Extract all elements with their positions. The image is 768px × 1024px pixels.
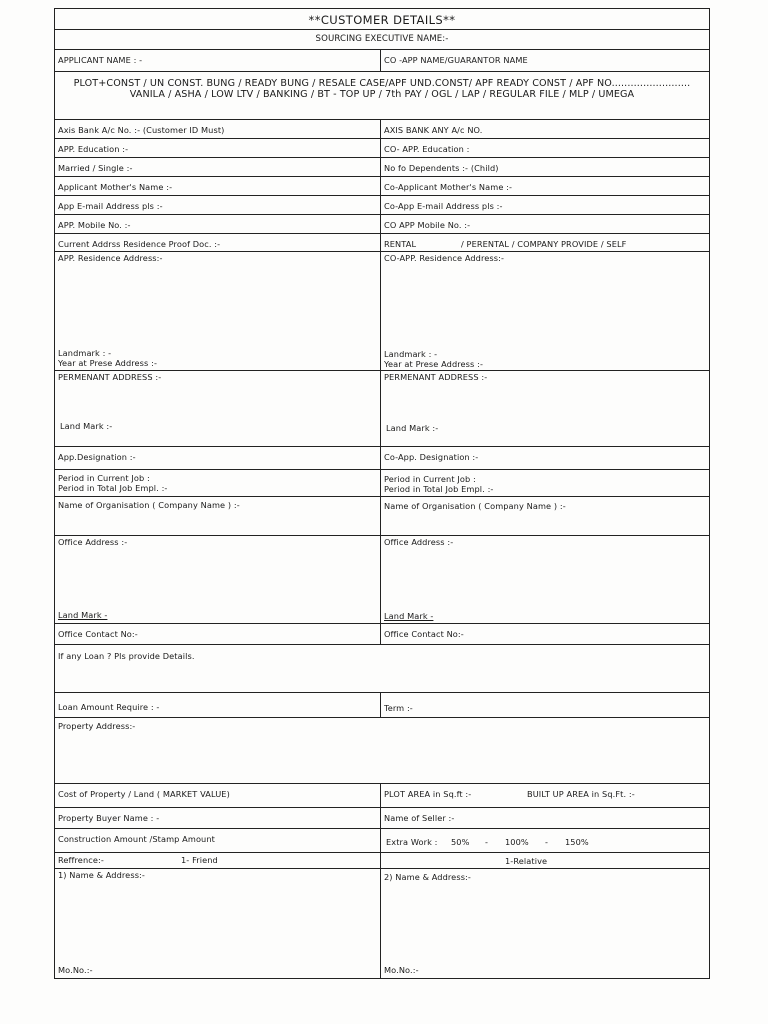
reference-label: Reffrence:- xyxy=(58,855,104,865)
residence-type-options[interactable]: / PERENTAL / COMPANY PROVIDE / SELF xyxy=(461,239,627,249)
reference-1-mobile-label[interactable]: Mo.No.:- xyxy=(58,965,93,975)
rental-option[interactable]: RENTAL xyxy=(384,239,417,249)
coapp-permanent-address-label: PERMENANT ADDRESS :- xyxy=(384,372,488,382)
coapp-email-field[interactable]: Co-App E-mail Address pls :- xyxy=(384,201,503,211)
app-total-job-period[interactable]: Period in Total Job Empl. :- xyxy=(58,483,168,493)
coapp-mother-name-field[interactable]: Co-Applicant Mother's Name :- xyxy=(384,182,513,192)
office-address-row xyxy=(55,536,709,624)
extra-work-dash-1: - xyxy=(485,837,489,847)
property-cost-row xyxy=(55,784,709,808)
permanent-address-row xyxy=(55,371,709,447)
coapp-permanent-address-field[interactable] xyxy=(381,371,709,446)
coapp-office-landmark-label[interactable]: Land Mark - xyxy=(384,611,434,621)
coapp-designation-field[interactable]: Co-App. Designation :- xyxy=(384,452,479,462)
coapp-years-at-address-label[interactable]: Year at Prese Address :- xyxy=(384,359,484,369)
app-office-address-field[interactable] xyxy=(55,536,381,623)
coapp-landmark-label[interactable]: Landmark : - xyxy=(384,349,438,359)
construction-amount-field[interactable]: Construction Amount /Stamp Amount xyxy=(55,829,381,852)
coapp-residence-address-field[interactable] xyxy=(381,252,709,370)
loan-types-row xyxy=(55,72,709,120)
buyer-seller-row xyxy=(55,808,709,829)
app-mobile-field[interactable]: APP. Mobile No. :- xyxy=(55,215,381,233)
property-cost-field[interactable]: Cost of Property / Land ( MARKET VALUE) xyxy=(55,784,381,807)
app-office-address-label: Office Address :- xyxy=(58,537,128,547)
form-title: **CUSTOMER DETAILS** xyxy=(308,13,456,27)
reference-details-row xyxy=(55,869,709,978)
term-field[interactable]: Term :- xyxy=(384,703,413,713)
built-up-area-label[interactable]: BUILT UP AREA in Sq.Ft. :- xyxy=(527,789,635,799)
app-office-contact-field[interactable]: Office Contact No:- xyxy=(55,624,381,644)
dependents-field[interactable]: No fo Dependents :- (Child) xyxy=(384,163,499,173)
coapp-total-job-period[interactable]: Period in Total Job Empl. :- xyxy=(384,484,494,494)
construction-row xyxy=(55,829,709,853)
reference-1-name-address-label: 1) Name & Address:- xyxy=(58,870,145,880)
seller-name-field[interactable]: Name of Seller :- xyxy=(384,813,455,823)
area-field[interactable] xyxy=(381,784,709,807)
extra-work-dash-2: - xyxy=(545,837,549,847)
loan-amount-row xyxy=(55,693,709,718)
designation-row xyxy=(55,447,709,470)
coapp-permanent-landmark-label[interactable]: Land Mark :- xyxy=(386,423,439,433)
address-proof-field[interactable]: Current Addrss Residence Proof Doc. :- xyxy=(55,234,381,251)
app-residence-footer xyxy=(58,348,157,368)
education-row xyxy=(55,139,709,158)
extra-work-150[interactable]: 150% xyxy=(565,837,589,847)
coapp-name-field[interactable]: CO -APP NAME/GUARANTOR NAME xyxy=(384,55,528,65)
app-permanent-address-field[interactable] xyxy=(55,371,381,446)
app-years-at-address-label[interactable]: Year at Prese Address :- xyxy=(58,358,158,368)
any-loan-row xyxy=(55,645,709,693)
property-address-row xyxy=(55,718,709,784)
axis-account-field[interactable]: Axis Bank A/c No. :- (Customer ID Must) xyxy=(55,120,381,138)
name-row xyxy=(55,50,709,72)
extra-work-100[interactable]: 100% xyxy=(505,837,529,847)
app-residence-address-label: APP. Residence Address:- xyxy=(58,253,163,263)
mobile-row xyxy=(55,215,709,234)
app-organisation-field[interactable]: Name of Organisation ( Company Name ) :- xyxy=(55,497,381,535)
coapp-office-contact-field[interactable]: Office Contact No:- xyxy=(384,629,464,639)
reference-relative-cell xyxy=(381,853,709,868)
app-job-period-field[interactable] xyxy=(55,470,381,496)
residence-type-field[interactable] xyxy=(381,234,709,251)
sourcing-executive-field[interactable]: SOURCING EXECUTIVE NAME:- xyxy=(315,34,449,44)
job-period-row xyxy=(55,470,709,497)
property-address-field[interactable]: Property Address:- xyxy=(58,721,136,731)
reference-friend-cell xyxy=(55,853,381,868)
app-permanent-address-label: PERMENANT ADDRESS :- xyxy=(58,372,162,382)
coapp-job-period-field[interactable] xyxy=(381,470,709,496)
coapp-organisation-field[interactable]: Name of Organisation ( Company Name ) :- xyxy=(384,501,566,511)
reference-1-field[interactable] xyxy=(55,869,381,978)
app-residence-address-field[interactable] xyxy=(55,252,381,370)
app-email-field[interactable]: App E-mail Address pls :- xyxy=(55,196,381,214)
axis-account-row xyxy=(55,120,709,139)
loan-types xyxy=(55,72,709,119)
coapp-current-job-period[interactable]: Period in Current Job : xyxy=(384,474,476,484)
axis-any-account-field[interactable]: AXIS BANK ANY A/c NO. xyxy=(384,125,483,135)
address-proof-row xyxy=(55,234,709,252)
app-education-field[interactable]: APP. Education :- xyxy=(55,139,381,157)
coapp-education-field[interactable]: CO- APP. Education : xyxy=(384,144,470,154)
extra-work-label: Extra Work : xyxy=(386,837,438,847)
loan-amount-field[interactable]: Loan Amount Require : - xyxy=(55,693,381,717)
app-mother-name-field[interactable]: Applicant Mother's Name :- xyxy=(55,177,381,195)
extra-work-50[interactable]: 50% xyxy=(451,837,470,847)
coapp-residence-address-label: CO-APP. Residence Address:- xyxy=(384,253,505,263)
marital-status-field[interactable]: Married / Single :- xyxy=(55,158,381,176)
reference-2-field[interactable] xyxy=(381,869,709,978)
coapp-office-address-label: Office Address :- xyxy=(384,537,454,547)
office-contact-row xyxy=(55,624,709,645)
applicant-name-field[interactable]: APPLICANT NAME : - xyxy=(55,50,381,71)
reference-relative-label[interactable]: 1-Relative xyxy=(505,856,548,866)
marital-row xyxy=(55,158,709,177)
reference-2-mobile-label[interactable]: Mo.No.:- xyxy=(384,965,419,975)
reference-friend-label[interactable]: 1- Friend xyxy=(181,855,218,865)
sourcing-row xyxy=(55,30,709,50)
app-current-job-period[interactable]: Period in Current Job : xyxy=(58,473,150,483)
plot-area-label[interactable]: PLOT AREA in Sq.ft :- xyxy=(384,789,472,799)
reference-header-row xyxy=(55,853,709,869)
loan-types-line-1[interactable]: PLOT+CONST / UN CONST. BUNG / READY BUNG / RESALE CASE/APF UND.CONST/ APF READY CONST / APF NO......................... xyxy=(73,78,691,89)
email-row xyxy=(55,196,709,215)
buyer-name-field[interactable]: Property Buyer Name : - xyxy=(55,808,381,828)
mother-name-row xyxy=(55,177,709,196)
residence-address-row xyxy=(55,252,709,371)
reference-2-name-address-label: 2) Name & Address:- xyxy=(384,872,471,882)
extra-work-field[interactable] xyxy=(381,829,709,852)
coapp-residence-footer xyxy=(384,349,483,369)
coapp-office-address-field[interactable] xyxy=(381,536,709,623)
form-title-row xyxy=(55,9,709,30)
app-designation-field[interactable]: App.Designation :- xyxy=(55,447,381,469)
customer-details-form xyxy=(54,8,710,979)
app-permanent-landmark-label[interactable]: Land Mark :- xyxy=(60,421,113,431)
app-landmark-label[interactable]: Landmark : - xyxy=(58,348,112,358)
app-office-landmark-label[interactable]: Land Mark - xyxy=(58,610,108,620)
organisation-row xyxy=(55,497,709,536)
coapp-mobile-field[interactable]: CO APP Mobile No. :- xyxy=(384,220,471,230)
existing-loan-field[interactable]: If any Loan ? Pls provide Details. xyxy=(58,651,195,661)
loan-types-line-2[interactable]: VANILA / ASHA / LOW LTV / BANKING / BT - TOP UP / 7th PAY / OGL / LAP / REGULAR FILE / MLP / UMEGA xyxy=(129,89,635,100)
